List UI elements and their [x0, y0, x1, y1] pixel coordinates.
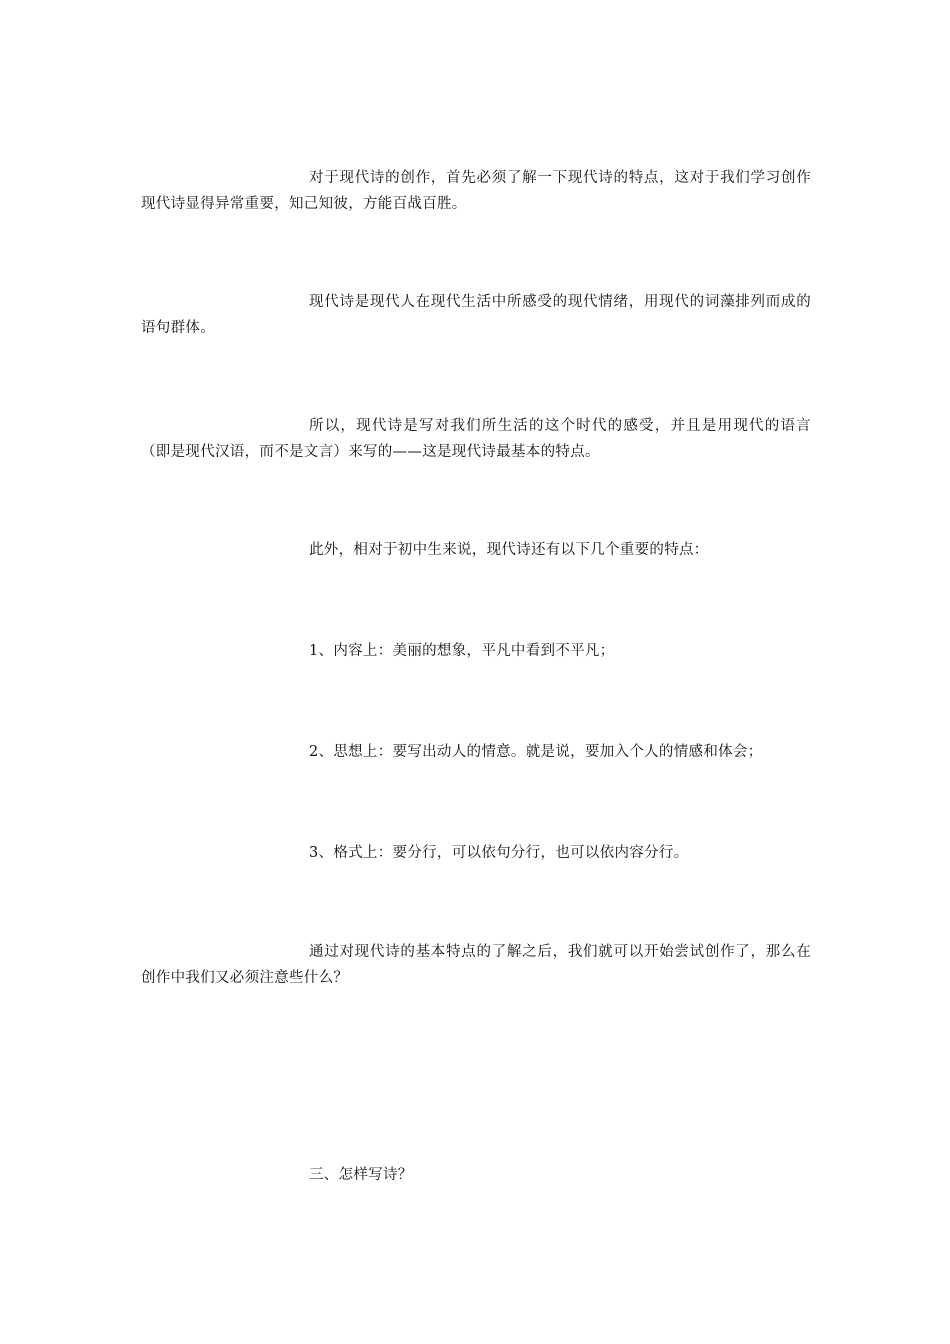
paragraph-transition: 通过对现代诗的基本特点的了解之后，我们就可以开始尝试创作了，那么在创作中我们又必须注意些什么？ [141, 944, 811, 986]
section-heading: 三、怎样写诗？ [309, 1167, 413, 1183]
paragraph-intro: 对于现代诗的创作，首先必须了解一下现代诗的特点，这对于我们学习创作现代诗显得异常重要，知己知彼，方能百战百胜。 [141, 170, 811, 212]
paragraph-definition: 现代诗是现代人在现代生活中所感受的现代情绪，用现代的词藻排列而成的语句群体。 [141, 294, 811, 336]
paragraph-additional-features: 此外，相对于初中生来说，现代诗还有以下几个重要的特点： [309, 542, 709, 558]
paragraph-basic-feature: 所以，现代诗是写对我们所生活的这个时代的感受，并且是用现代的语言（即是现代汉语，而不是文言）来写的——这是现代诗最基本的特点。 [141, 418, 811, 460]
list-item-thought: 2、思想上：要写出动人的情意。就是说，要加入个人的情感和体会； [309, 744, 763, 760]
list-item-content: 1、内容上：美丽的想象，平凡中看到不平凡； [309, 643, 615, 659]
list-item-format: 3、格式上：要分行，可以依句分行，也可以依内容分行。 [309, 845, 689, 861]
